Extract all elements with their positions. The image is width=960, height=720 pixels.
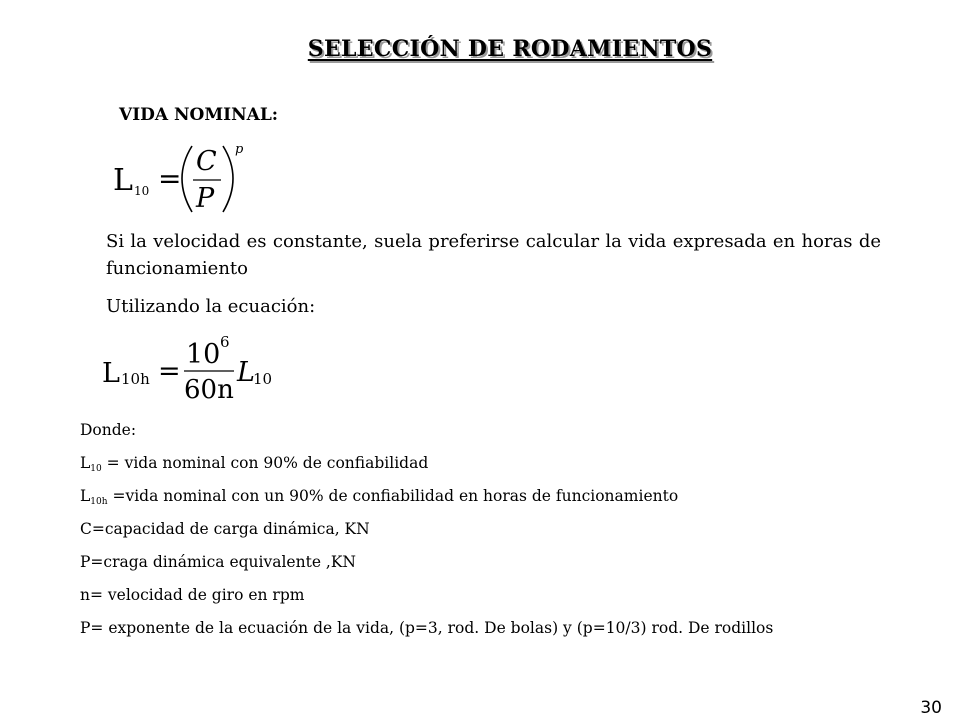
eq1-equals: = [158,162,182,195]
l10-symbol: L [80,454,91,472]
definition-l10 [80,453,773,486]
eq2-rhs-sub: 10 [253,370,273,388]
definition-n: n= velocidad de giro en rpm [80,586,305,604]
l10h-text: =vida nominal con un 90% de confiabilidad en horas de funcionamiento [107,487,679,505]
section-subtitle: VIDA NOMINAL: [119,105,279,125]
eq1-lhs-sub: 10 [134,184,150,198]
eq1-lhs: L [113,163,133,198]
right-paren [223,146,233,212]
l10h-subscript: 10h [90,497,108,507]
eq2-denominator: 60n [184,375,234,405]
eq2-lhs-sub: 10h [121,370,150,388]
l10-text: = vida nominal con 90% de confiabilidad [101,454,429,472]
page-title: SELECCIÓN DE RODAMIENTOS [307,36,713,62]
page-number: 30 [920,698,942,718]
l10-subscript: 10 [90,464,102,474]
definition-p: P=craga dinámica equivalente ,KN [80,553,356,571]
intro-paragraph: Si la velocidad es constante, suela preferirse calcular la vida expresada en horas de funcionamiento [106,231,881,279]
eq2-numerator: 10 [186,339,221,370]
definitions-list [80,420,773,651]
eq1-denominator: P [196,183,215,214]
definition-exponent: P= exponente de la ecuación de la vida, (p=3, rod. De bolas) y (p=10/3) rod. De rodillos [80,619,774,637]
definition-l10h [80,486,773,519]
equation-intro: Utilizando la ecuación: [106,296,316,317]
eq2-rhs: L [237,357,255,388]
life-equation [110,140,270,220]
definitions-heading: Donde: [80,421,137,439]
eq2-numerator-sup: 6 [220,333,230,351]
eq2-lhs: L [102,358,120,389]
eq1-exponent: p [235,142,244,157]
eq1-numerator: C [196,146,217,177]
left-paren [182,146,192,212]
eq2-equals: = [158,356,181,387]
life-hours-equation [100,332,290,407]
definition-c: C=capacidad de carga dinámica, KN [80,520,370,538]
l10h-symbol: L [80,487,91,505]
